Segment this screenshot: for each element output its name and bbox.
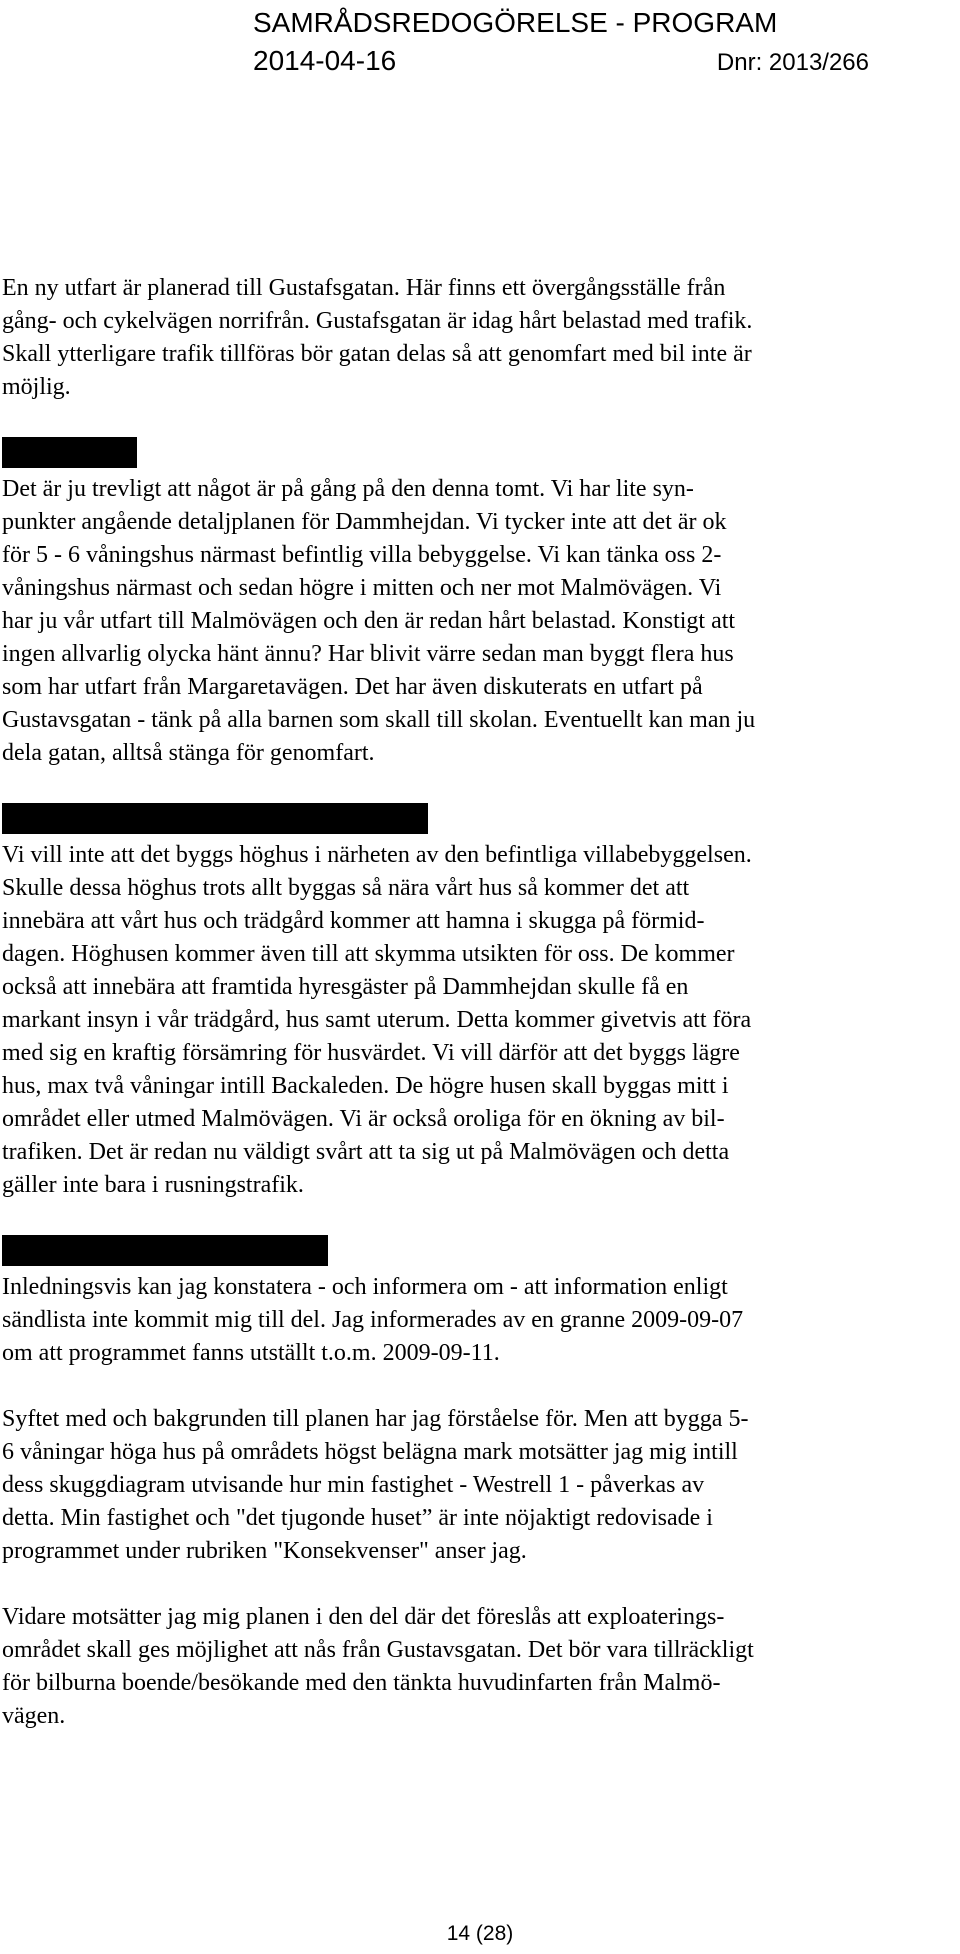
- paragraph: En ny utfart är planerad till Gustafsgatan. Här finns ett övergångsställe från gång- och cykelvägen norrifrån. Gustafsgatan är idag hårt belastad med trafik. Skall ytterligare trafik tillföras bör gatan delas så att genomfart med bil inte är möjlig.: [2, 275, 753, 400]
- paragraph: Syftet med och bakgrunden till planen har jag förståelse för. Men att bygga 5- 6 våningar höga hus på områdets högst belägna mark motsätter jag mig intill dess skuggdiagram utvisande hur min fastighet - Westrell 1 - påverkas av detta. Min fastighet och "det tjugonde huset” är inte nöjaktigt redovisade i programmet under rubriken "Konsekvenser" anser jag.: [2, 1406, 749, 1564]
- document-title: SAMRÅDSREDOGÖRELSE - PROGRAM: [253, 7, 778, 38]
- paragraph: Det är ju trevligt att något är på gång på den denna tomt. Vi har lite syn- punkter angående detaljplanen för Dammhejdan. Vi tycker inte att det är ok för 5 - 6 våningshus närmast befintlig villa bebyggelse. Vi kan tänka oss 2- våningshus närmast och sedan högre i mitten och ner mot Malmövägen. Vi har ju vår utfart till Malmövägen och den är redan hårt belastad. Konstigt att ingen allvarlig olycka hänt ännu? Har blivit värre sedan man byggt flera hus som har utfart från Margaretavägen. Det har även diskuterats en utfart på Gustavsgatan - tänk på alla barnen som skall till skolan. Eventuellt kan man ju dela gatan, alltså stänga för genomfart.: [2, 476, 756, 766]
- paragraph: Vidare motsätter jag mig planen i den del där det föreslås att exploaterings- området skall ges möjlighet att nås från Gustavsgatan. Det bör vara tillräckligt för bilburna boende/besökande med den tänkta huvudinfarten från Malmö- vägen.: [2, 1604, 754, 1729]
- redacted-name-block: [2, 803, 428, 834]
- document-date: 2014-04-16: [253, 45, 397, 76]
- page-header: [253, 4, 913, 82]
- header-meta-row: [253, 42, 913, 82]
- paragraph: Inledningsvis kan jag konstatera - och informera om - att information enligt sändlista inte kommit mig till del. Jag informerades av en granne 2009-09-07 om att programmet fanns utställt t.o.m. 2009-09-11.: [2, 1274, 744, 1366]
- paragraph: Vi vill inte att det byggs höghus i närheten av den befintliga villabebyggelsen. Skulle dessa höghus trots allt byggas så nära vårt hus så kommer det att innebära att vårt hus och trädgård kommer att hamna i skugga på förmid- dagen. Höghusen kommer även till att skymma utsikten för oss. De kommer också att innebära att framtida hyresgäster på Dammhejdan skulle få en markant insyn i vår trädgård, hus samt uterum. Detta kommer givetvis att föra med sig en kraftig försämring för husvärdet. Vi vill därför att det byggs lägre hus, max två våningar intill Backaleden. De högre husen skall byggas mitt i området eller utmed Malmövägen. Vi är också oroliga för en ökning av bil- trafiken. Det är redan nu väldigt svårt att ta sig ut på Malmövägen och detta gäller inte bara i rusningstrafik.: [2, 842, 752, 1198]
- redacted-name-block: [2, 1235, 328, 1266]
- redacted-name-block: [2, 437, 137, 468]
- page-number: 14 (28): [446, 1922, 514, 1945]
- document-dnr: Dnr: 2013/266: [716, 49, 869, 76]
- document-body: [2, 272, 957, 1733]
